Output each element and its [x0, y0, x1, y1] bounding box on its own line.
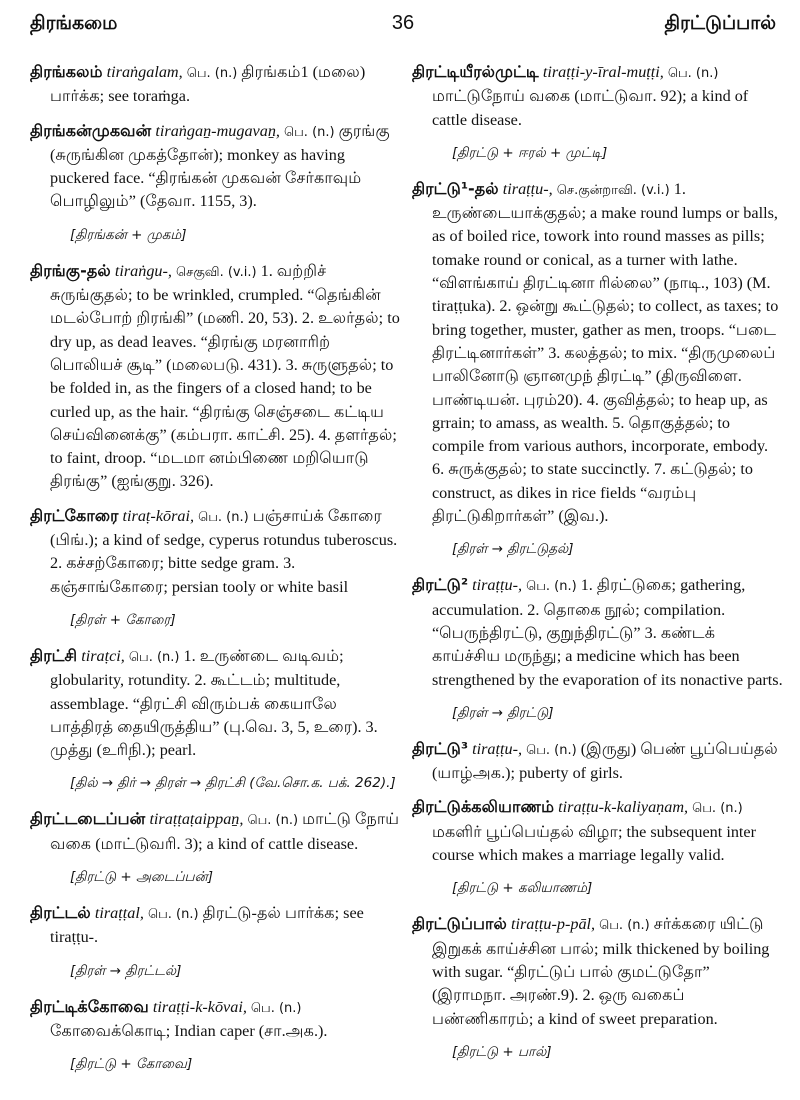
entry-definition: மாட்டு நோய் வகை (மாட்டுவரி. 3); a kind of cattle disease. — [50, 810, 400, 853]
dictionary-entry — [30, 901, 402, 950]
dictionary-entry — [412, 737, 784, 786]
dictionary-entry — [30, 259, 402, 494]
entry-transliteration: tiraṅgalam, — [106, 63, 183, 81]
entry-part-of-speech: பெ. (n.) — [247, 813, 299, 829]
entry-part-of-speech: செகுவி. (v.i.) — [176, 264, 257, 280]
entry-part-of-speech: பெ. (n.) — [284, 124, 335, 140]
entry-transliteration: tiraṭ-kōrai, — [122, 506, 195, 525]
dictionary-entry — [30, 60, 402, 109]
entry-definition: (இருது) பெண் பூப்பெய்தல் (யாழ்அக.); puberty of girls. — [432, 739, 778, 783]
entry-headword: திரட்டு¹-தல் — [412, 178, 499, 198]
entry-part-of-speech: பெ. (n.) — [128, 649, 180, 665]
entry-transliteration: tiraṭṭal, — [94, 904, 144, 923]
entry-definition: 1. உருண்டை வடிவம்; globularity, rotundity. 2. கூட்டம்; multitude, assemblage. “திரட்சி விரும்பக் கையாலே பாத்திரத் தையிருத்திய” (பு.வெ. 3, 5, உரை). 3. முத்து (உரிநி.); pearl. — [50, 646, 378, 760]
dictionary-entry — [30, 807, 402, 856]
entry-headword: திரட்டிக்கோவை — [30, 996, 149, 1016]
entry-definition: 1. வற்றிச் சுருங்குதல்; to be wrinkled, crumpled. “தெங்கின் மடல்போற் றிரங்கி” (மணி. 20, 53). 2. உலர்தல்; to dry up, as dead leaves. “திரங்கு மரனாரிற் பொலியச் சூடி” (மலைபடு. 431). 3. சுருளுதல்; to be folded in, as the fingers of a closed hand; to be curled up, as the hair. “திரங்கு செஞ்சடை கட்டிய செய்வினைக்கு” (கம்பரா. காட்சி. 25). 4. தளர்தல்; to faint, droop. “மடமா னம்பிணை மறியொடு திரங்கு” (ஐங்குறு. 326). — [50, 261, 400, 491]
entry-etymology: [திரட்டு + பால்] — [452, 1043, 552, 1060]
entry-etymology: [தில் → திர் → திரள் → திரட்சி (வே.சொ.க. பக். 262).] — [70, 775, 396, 792]
entry-etymology: [திரள் → திரட்டுதல்] — [452, 541, 574, 558]
entry-etymology: [திரட்டு + கோவை] — [70, 1056, 193, 1073]
dictionary-entry — [30, 995, 402, 1044]
entry-definition: குரங்கு (சுருங்கின முகத்தோன்); monkey as having puckered face. “திரங்கன் முகவன் சேர்காவும் பொழிலும்” (தேவா. 1155, 3). — [50, 121, 390, 211]
header-first-word: திரங்கமை — [30, 12, 118, 34]
entry-etymology: [திரட்டு + அடைப்பன்] — [70, 869, 213, 886]
entry-headword: திரட்டியீரல்முட்டி — [412, 62, 539, 81]
entry-part-of-speech: பெ. (n.) — [186, 66, 238, 81]
right-column — [412, 60, 784, 1076]
entry-transliteration: tiraṭṭi-k-kōvai, — [152, 997, 247, 1016]
dictionary-entry — [412, 795, 784, 867]
page-number: 36 — [391, 12, 415, 34]
entry-headword: திரங்கு-தல் — [30, 260, 111, 280]
entry-part-of-speech: செ.குன்றாவி. (v.i.) — [556, 182, 670, 198]
entry-part-of-speech: பெ. (n.) — [692, 801, 743, 817]
entry-part-of-speech: பெ. (n.) — [198, 509, 249, 525]
entry-headword: திரட்சி — [30, 645, 78, 665]
entry-part-of-speech: பெ. (n.) — [526, 579, 577, 595]
entry-transliteration: tiraṭṭaṭaippaṉ, — [149, 810, 244, 829]
entry-definition: 1. உருண்டையாக்குதல்; a make round lumps or balls, as of boiled rice, towork into round masses as pills; tomake round or conical, as a turner with lathe. “விளங்காய் திரட்டினா ரில்லை” (நாடி., 103) (M. tiraṭṭuka). 2. ஒன்று கூட்டுதல்; to collect, as taxes; to bring together, muster, gather as men, troops. “படை திரட்டினார்கள்” 3. கலத்தல்; to mix. “திருமுலைப் பாலினோடு ஞானமுந் திரட்டி” (திருவிளை. பாண்டியன். புரம்20). 4. குவித்தல்; to heap up, as grrain; to amass, as wealth. 5. தொகுத்தல்; to compile from various authors, incorporate, embody. 6. சுருக்குதல்; to state succinctly. 7. கட்டுதல்; to construct, as dikes in rice fields “வரம்பு திரட்டுகிறார்கள்” (இவ.). — [432, 179, 779, 526]
entry-part-of-speech: பெ. (n.) — [599, 918, 650, 934]
dictionary-entry — [412, 573, 784, 691]
entry-transliteration: tiraṭṭu-p-pāl, — [511, 915, 596, 934]
dictionary-entry — [30, 119, 402, 214]
entry-etymology: [திரள் → திரட்டு] — [452, 704, 554, 721]
entry-etymology: [திரள் + கோரை] — [70, 611, 176, 628]
left-column — [30, 60, 402, 1088]
entry-headword: திரங்கலம் — [30, 62, 103, 81]
entry-headword: திரட்டுப்பால் — [412, 914, 507, 934]
dictionary-entry — [412, 912, 784, 1030]
entry-definition: கோவைக்கொடி; Indian caper (சா.அக.). — [50, 1021, 328, 1040]
entry-etymology: [திரட்டு + கலியாணம்] — [452, 880, 593, 897]
entry-part-of-speech: பெ. (n.) — [250, 1000, 302, 1016]
entry-headword: திரட்கோரை — [30, 505, 119, 525]
entry-transliteration: tiraṭṭu-, — [472, 739, 523, 758]
entry-headword: திரட்டடைப்பன் — [30, 809, 146, 829]
entry-definition: சர்க்கரை யிட்டு இறுகக் காய்ச்சின பால்; milk thickened by boiling with sugar. “திரட்டுப் பால் குமட்டுதோ” (இராமநா. அரண்.9). 2. ஒரு வகைப் பண்ணிகாரம்; a kind of sweet preparation. — [432, 915, 770, 1028]
header-last-word: திரட்டுப்பால் — [664, 12, 776, 34]
entry-transliteration: tiraṭṭu-k-kaliyaṇam, — [558, 798, 689, 817]
entry-etymology: [திரட்டு + ஈரல் + முட்டி] — [452, 144, 608, 161]
entry-headword: திரங்கன்முகவன் — [30, 120, 152, 140]
entry-part-of-speech: பெ. (n.) — [147, 907, 199, 923]
entry-definition: பஞ்சாய்க் கோரை (பிங்.); a kind of sedge, cyperus rotundus tuberoscus. 2. கச்சற்கோரை; bitte sedge gram. 3. கஞ்சாங்கோரை; persian tooly or white basil — [50, 506, 398, 596]
entry-headword: திரட்டு³ — [412, 738, 469, 758]
dictionary-entry — [30, 644, 402, 762]
entry-transliteration: tiraṭṭu-, — [502, 179, 553, 198]
entry-etymology: [திரங்கன் + முகம்] — [70, 226, 187, 243]
entry-definition: 1. திரட்டுகை; gathering, accumulation. 2. தொகை நூல்; compilation. “பெருந்திரட்டு, குறுந்திரட்டு” 3. கண்டக் காய்ச்சிய மருந்து; a medicine which has been strengthened by the evaporation of its nonactive parts. — [432, 576, 783, 689]
entry-etymology: [திரள் → திரட்டல்] — [70, 962, 182, 979]
entry-definition: திரட்டு-தல் பார்க்க; see tiraṭṭu-. — [50, 904, 364, 947]
dictionary-entry — [412, 60, 784, 132]
entry-transliteration: tiraṅgaṉ-mugavaṉ, — [155, 121, 280, 140]
entry-definition: மாட்டுநோய் வகை (மாட்டுவா. 92); a kind of cattle disease. — [432, 87, 749, 129]
entry-headword: திரட்டு² — [412, 575, 469, 595]
entry-headword: திரட்டுக்கலியாணம் — [412, 797, 555, 817]
entry-transliteration: tiraṭci, — [81, 646, 125, 665]
entry-transliteration: tiraṭṭu-, — [472, 576, 523, 595]
entry-definition: திரங்கம்1 (மலை) பார்க்க; see toraṁga. — [50, 63, 366, 106]
entry-headword: திரட்டல் — [30, 903, 91, 923]
entry-transliteration: tiraṅgu-, — [114, 261, 172, 280]
entry-part-of-speech: பெ. (n.) — [526, 742, 577, 758]
entry-definition: மகளிர் பூப்பெய்தல் விழா; the subsequent inter course which makes a marriage legally valid. — [432, 822, 756, 865]
dictionary-entry — [30, 504, 402, 599]
entry-transliteration: tiraṭṭi-y-īral-muṭṭi, — [542, 63, 664, 81]
entry-part-of-speech: பெ. (n.) — [667, 66, 719, 81]
running-head — [30, 12, 776, 42]
dictionary-entry — [412, 177, 784, 528]
